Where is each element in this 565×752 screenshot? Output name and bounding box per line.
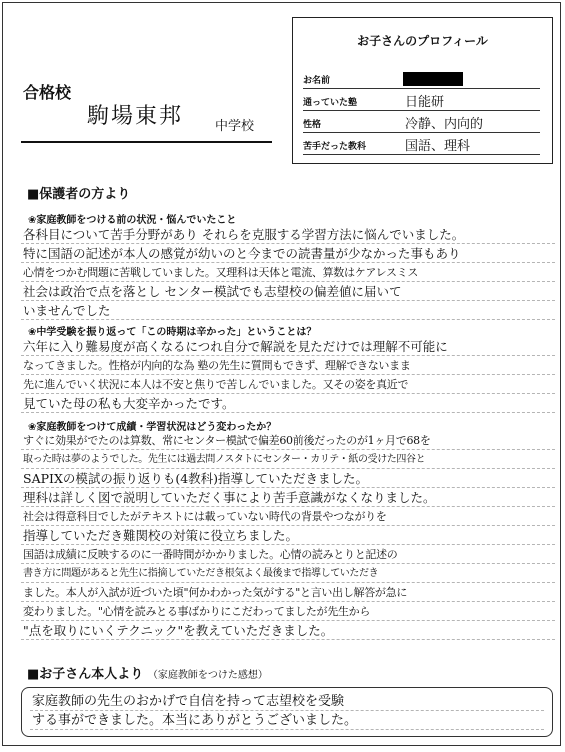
answer-line: 書き方に問題があると先生に指摘していただき根気よく最後まで指導していただき: [21, 564, 555, 583]
profile-label-name: お名前: [303, 76, 331, 86]
question-2-title: ❀中学受験を振り返って「この時期は辛かった」ということは？: [28, 327, 317, 338]
answer-line: 各科目について苦手分野があり それらを克服する学習方法に悩んでいました。: [21, 225, 555, 244]
child-section-note: （家庭教師をつけた感想）: [147, 670, 268, 681]
passed-school-label: 合格校: [23, 83, 72, 102]
answer-line: 特に国語の記述が本人の感覚が幼いのと今までの読書量が少なかった事もあり: [21, 244, 555, 263]
answer-line: 社会は得意科目でしたがテキストには載っていない時代の背景やつながりを: [21, 507, 555, 526]
parent-section-heading: ■保護者の方より: [27, 187, 131, 202]
profile-label-cram-school: 通っていた塾: [303, 98, 358, 108]
answer-line: 指導していただき難関校の対策に役立ちました。: [21, 526, 555, 545]
profile-box: [292, 17, 553, 164]
profile-row-cram-school: [303, 90, 540, 111]
question-1-answer: [21, 225, 555, 320]
testimonial-page: [2, 2, 561, 746]
passed-school-name: 駒場東邦: [87, 104, 184, 129]
answer-line: いませんでした: [21, 301, 555, 320]
passed-school-type: 中学校: [215, 119, 255, 134]
answer-line: 心情をつかむ問題に苦戦していました。又理科は天体と電流、算数はケアレスミス: [21, 263, 555, 282]
question-3-answer: [21, 431, 555, 640]
profile-label-weak-subjects: 苦手だった教科: [303, 142, 367, 152]
answer-line: 変わりました。"心情を読みとる事ばかりにこだわってましたが先生から: [21, 602, 555, 621]
answer-line: 先に進んでいく状況に本人は不安と焦りで苦しんでいました。又その姿を真近で: [21, 375, 555, 394]
question-1-title: ❀家庭教師をつける前の状況・悩んでいたこと: [28, 215, 237, 226]
profile-value-weak-subjects: 国語、理科: [405, 139, 471, 154]
child-comment-line: する事ができました。本当にありがとうございました。: [30, 711, 544, 730]
answer-line: すぐに効果がでたのは算数、常にセンター模試で偏差60前後だったのが1ヶ月で68を: [21, 431, 555, 450]
profile-value-personality: 冷静、内向的: [405, 117, 484, 132]
profile-title: お子さんのプロフィール: [357, 34, 488, 48]
answer-line: 理科は詳しく図で説明していただく事により苦手意識がなくなりました。: [21, 488, 555, 507]
answer-line: "点を取りにいくテクニック"を教えていただきました。: [21, 621, 555, 640]
school-underline: [21, 141, 272, 143]
question-3-title: ❀家庭教師をつけて成績・学習状況はどう変わったか？: [28, 422, 277, 433]
profile-row-weak-subjects: [303, 134, 540, 155]
answer-line: ました。本人が入試が近づいた頃"何かわかった気がする"と言い出し解答が急に: [21, 583, 555, 602]
question-2-answer: [21, 337, 555, 413]
profile-row-name: [303, 68, 540, 89]
redacted-name-block: [403, 72, 463, 86]
profile-row-personality: [303, 112, 540, 133]
answer-line: 社会は政治で点を落とし センター模試でも志望校の偏差値に届いて: [21, 282, 555, 301]
child-comment-box: [21, 687, 553, 737]
child-section-heading: [27, 663, 268, 682]
child-section-title: ■お子さん本人より: [27, 667, 144, 682]
profile-label-personality: 性格: [303, 120, 322, 130]
answer-line: 取った時は夢のようでした。先生には過去問ノスタトにセンター・カリテ・紙の受けた四谷と: [21, 450, 555, 469]
answer-line: なってきました。性格が内向的な為 塾の先生に質問もできず、理解できないまま: [21, 356, 555, 375]
profile-value-cram-school: 日能研: [405, 95, 445, 110]
answer-line: 六年に入り難易度が高くなるにつれ自分で解説を見ただけでは理解不可能に: [21, 337, 555, 356]
answer-line: 国語は成績に反映するのに一番時間がかかりました。心情の読みとりと記述の: [21, 545, 555, 564]
child-comment-line: 家庭教師の先生のおかげで自信を持って志望校を受験: [30, 692, 544, 711]
answer-line: SAPIXの模試の振り返りも(4教科)指導していただきました。: [21, 469, 555, 488]
answer-line: 見ていた母の私も大変辛かったです。: [21, 394, 555, 413]
